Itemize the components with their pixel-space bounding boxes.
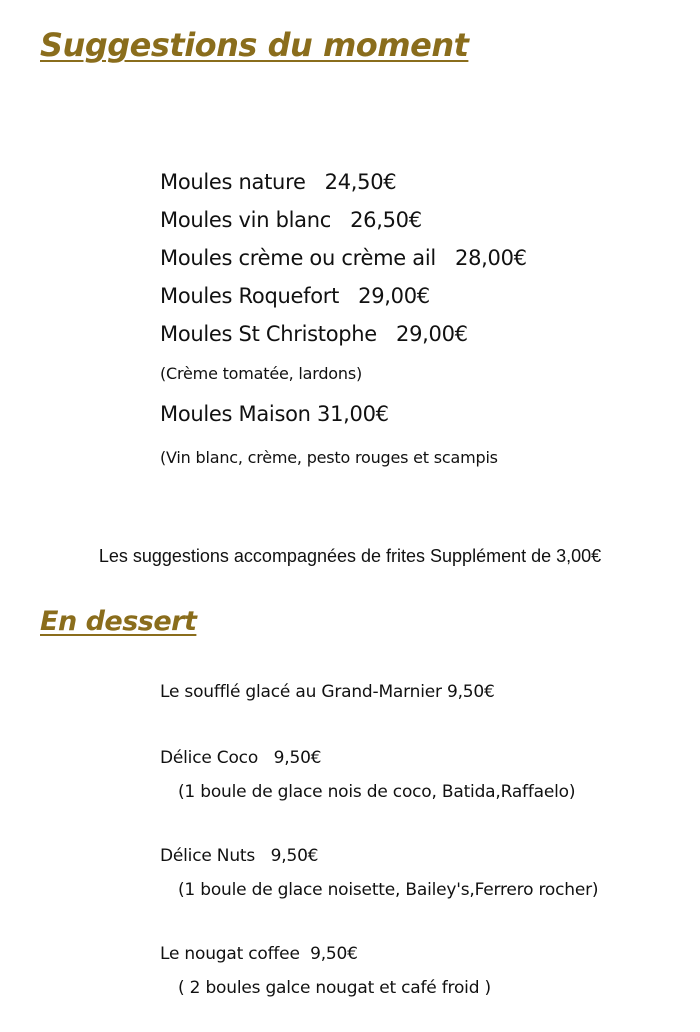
menu-item-description: (Vin blanc, crème, pesto rouges et scampis bbox=[160, 448, 498, 467]
page-title: Suggestions du moment bbox=[40, 26, 469, 64]
dessert-item-delice-coco: Délice Coco 9,50€ bbox=[160, 748, 322, 768]
menu-item-description: (Crème tomatée, lardons) bbox=[160, 364, 362, 383]
menu-item-moules-creme: Moules crème ou crème ail 28,00€ bbox=[160, 246, 527, 270]
dessert-item-description: ( 2 boules galce nougat et café froid ) bbox=[178, 978, 491, 998]
dessert-item-description: (1 boule de glace nois de coco, Batida,Raffaelo) bbox=[178, 782, 576, 802]
menu-item-moules-nature: Moules nature 24,50€ bbox=[160, 170, 397, 194]
menu-item-moules-roquefort: Moules Roquefort 29,00€ bbox=[160, 284, 430, 308]
frites-supplement-note: Les suggestions accompagnées de frites Supplément de 3,00€ bbox=[98, 546, 602, 566]
section-title-dessert: En dessert bbox=[40, 606, 197, 637]
menu-item-moules-maison: Moules Maison 31,00€ bbox=[160, 402, 389, 426]
dessert-item-souffle: Le soufflé glacé au Grand-Marnier 9,50€ bbox=[160, 682, 495, 702]
menu-item-moules-vin-blanc: Moules vin blanc 26,50€ bbox=[160, 208, 422, 232]
dessert-item-description: (1 boule de glace noisette, Bailey's,Ferrero rocher) bbox=[178, 880, 599, 900]
dessert-item-nougat-coffee: Le nougat coffee 9,50€ bbox=[160, 944, 358, 964]
dessert-item-delice-nuts: Délice Nuts 9,50€ bbox=[160, 846, 319, 866]
menu-item-moules-st-christophe: Moules St Christophe 29,00€ bbox=[160, 322, 468, 346]
